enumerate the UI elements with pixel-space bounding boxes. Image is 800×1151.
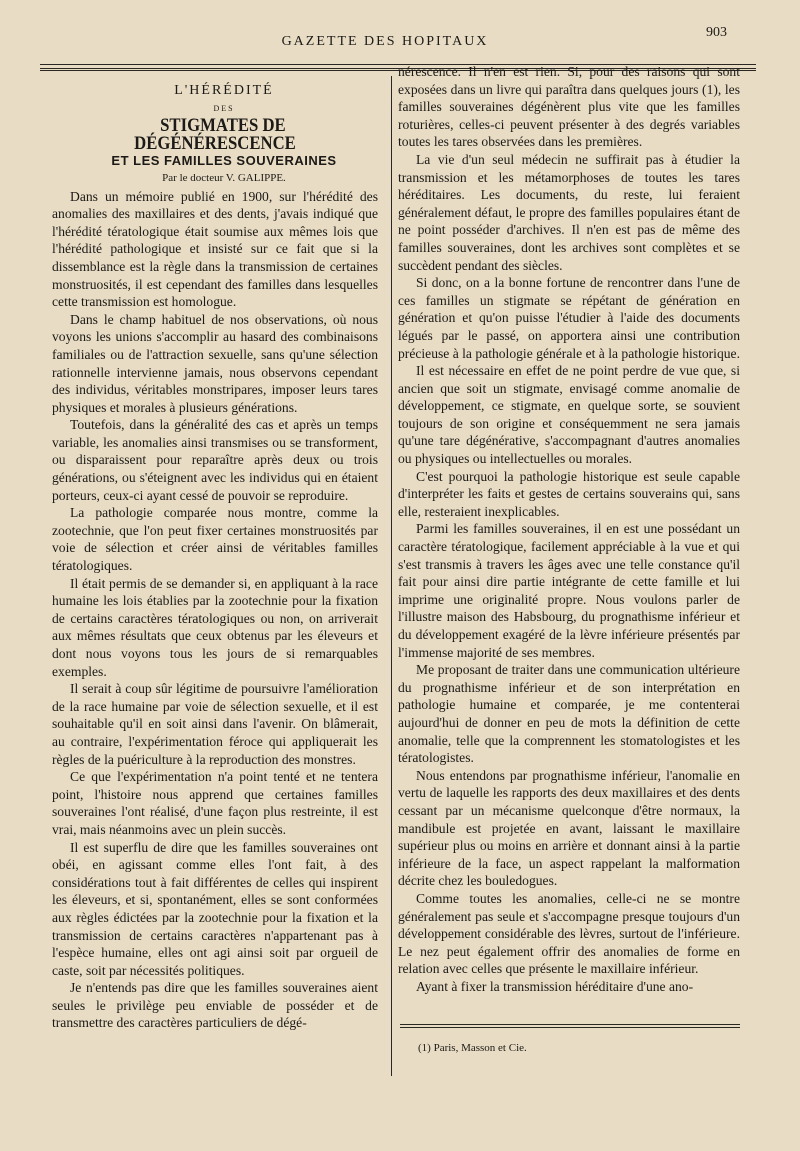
- paragraph: Me proposant de traiter dans une communication ultérieure du prognathisme inférieur et de son interprétation en pathologie humaine et comparée, je me contenterai aujourd'hui de donner en peu de mots la définition de cette anomalie, telle que la comprennent les stomatologistes et les tératologistes.: [398, 662, 740, 766]
- paragraph: Il est superflu de dire que les familles souveraines ont obéi, en agissant comme elles l'ont fait, à des considérations tout à fait différentes de celles qui inspirent les éleveurs, et si, spontanément, elles se sont conformées aux règles édictées par la zootechnie pour la fixation et la transmission de certains caractères n'appartenant pas à l'espèce humaine, elles ont agi ainsi soit par orgueil de caste, soit par nécessités politiques.: [52, 839, 378, 978]
- column-divider: [391, 76, 392, 1076]
- paragraph: Comme toutes les anomalies, celle-ci ne se montre généralement pas seule et s'accompagne presque toujours d'un développement considérable des lèvres, surtout de l'inférieure. Le nez peut également offrir des anomalies de forme en relation avec celles que présente le maxillaire inférieur.: [398, 890, 740, 977]
- paragraph: Ayant à fixer la transmission héréditaire d'une ano-: [416, 978, 694, 994]
- article-author: Par le docteur V. GALIPPE.: [162, 171, 286, 184]
- paragraph: Il était permis de se demander si, en appliquant à la race humaine les lois établies par la zootechnie pour la fixation de certains caractères tératologiques ou non, on arriverait aux mêmes résultats que ceux obtenus par les éleveurs et dont nous voyons tous les jours de si remarquables exemples.: [52, 575, 378, 679]
- footnote-rule-secondary: [400, 1027, 740, 1028]
- right-column: [398, 63, 740, 995]
- paragraph: Dans un mémoire publié en 1900, sur l'hérédité des anomalies des maxillaires et des dents, j'avais indiqué que l'hérédité tératologique était soumise aux mêmes lois que l'hérédité pathologique et insisté sur ce fait que si la dissemblance est la règle dans la transmission de certaines monstruosités, il est cependant des familles dans lesquelles cette transmission est homologue.: [52, 188, 378, 310]
- footnote-rule: [400, 1024, 740, 1025]
- article-title: L'HÉRÉDITÉ: [174, 83, 274, 98]
- article-subtitle: STIGMATES DE DÉGÉNÉRESCENCE: [134, 115, 296, 154]
- paragraph: Nous entendons par prognathisme inférieur, l'anomalie en vertu de laquelle les rapports des deux maxillaires et des dents cessant par un mécanisme quelconque d'être normaux, la mandibule est projetée en avant, laissant le maxillaire supérieur plus ou moins en arrière et donnant ainsi à la partie inférieure de la face, un aspect rappelant la malformation décrite chez les bouledogues.: [398, 767, 740, 889]
- paragraph: Si donc, on a la bonne fortune de rencontrer dans l'une de ces familles un stigmate se répétant de génération en génération et qu'on puisse l'étudier à l'aide des documents légués par le passé, on apportera ainsi une contribution précieuse à la pathologie générale et à la pathologie historique.: [398, 275, 740, 361]
- paragraph-continued: nérescence. Il n'en est rien. Si, pour des raisons qui sont exposées dans un livre qui paraîtra dans quelques jours (1), les familles souveraines dégénèrent plus vite que les familles roturières, celles-ci peuvent présenter à des degrés variables toutes les tares observées dans les premières.: [398, 64, 740, 150]
- paragraph: Dans le champ habituel de nos observations, où nous voyons les unions s'accomplir au hasard des combinaisons familiales ou de l'attraction sexuelle, sans qu'une sélection rationnelle intervienne jamais, nous observons cependant des individus, véritables monstripares, imposer leurs tares physiques et morales à plusieurs générations.: [52, 311, 378, 415]
- left-column: [52, 82, 378, 1032]
- paragraph: La vie d'un seul médecin ne suffirait pas à étudier la transmission et les métamorphoses de toutes les tares héréditaires. Les documents, du reste, lui feraient généralement défaut, le propre des familles populaires étant de ne point posséder d'archives. Il n'en est pas de même des familles souveraines, dont les archives sont complètes et se succèdent pendant des siècles.: [398, 151, 740, 273]
- paragraph: Parmi les familles souveraines, il en est une possédant un caractère tératologique, facilement appréciable à la vue et qui s'est transmis à travers les âges avec une telle constance qu'il fait pour ainsi dire partie intégrante de cette famille et lui imprime une originalité propre. Nous voulons parler de l'illustre maison des Habsbourg, du prognathisme inférieur et du développement exagéré de la lèvre inférieure présentés par l'immense majorité de ses membres.: [398, 521, 740, 660]
- paragraph: La pathologie comparée nous montre, comme la zootechnie, que l'on peut fixer certaines monstruosités par voie de sélection et créer ainsi de véritables familles tératologiques.: [52, 505, 378, 574]
- paragraph: Il est nécessaire en effet de ne point perdre de vue que, si ancien que soit un stigmate, envisagé comme anomalie de développement, ce stigmate, en quelque sorte, se souvient toujours de son origine et conséquemment ne sera jamais qu'une tare dégénérative, s'accompagnant d'autres anomalies ou physiques ou intellectuelles ou morales.: [398, 363, 740, 467]
- article-title-connector: DES: [213, 103, 235, 113]
- page-number: 903: [706, 25, 727, 40]
- paragraph: Toutefois, dans la généralité des cas et après un temps variable, les anomalies ainsi transmises ou se transforment, ou disparaissent pour reparaître après deux ou trois générations, ou s'éteignent avec les individus qui en étaient porteurs, ceux-ci ayant cessé de pouvoir se reproduire.: [52, 417, 378, 503]
- journal-title: GAZETTE DES HOPITAUX: [281, 34, 489, 49]
- paragraph: Je n'entends pas dire que les familles souveraines aient seules le privilège peu enviable de posséder et de transmettre des caractères particuliers de dégé-: [52, 980, 378, 1031]
- paragraph: Ce que l'expérimentation n'a point tenté et ne tentera point, l'histoire nous apprend que certaines familles souveraines l'ont réalisé, d'une façon plus restreinte, il est vrai, mais néanmoins avec un plein succès.: [52, 769, 378, 837]
- paragraph: Il serait à coup sûr légitime de poursuivre l'amélioration de la race humaine par voie de sélection sexuelle, et il est souhaitable qu'il en soit ainsi dans l'avenir. On blâmerait, au contraire, l'expérimentation féroce qui appliquerait les règles de la puériculture à la reproduction des monstres.: [52, 681, 378, 767]
- footnote: (1) Paris, Masson et Cie.: [418, 1042, 527, 1054]
- paragraph: C'est pourquoi la pathologie historique est seule capable d'interpréter les faits et gestes de certains souverains qui, sans elle, resteraient inexplicables.: [398, 468, 740, 519]
- article-subtitle-secondary: ET LES FAMILLES SOUVERAINES: [111, 153, 337, 169]
